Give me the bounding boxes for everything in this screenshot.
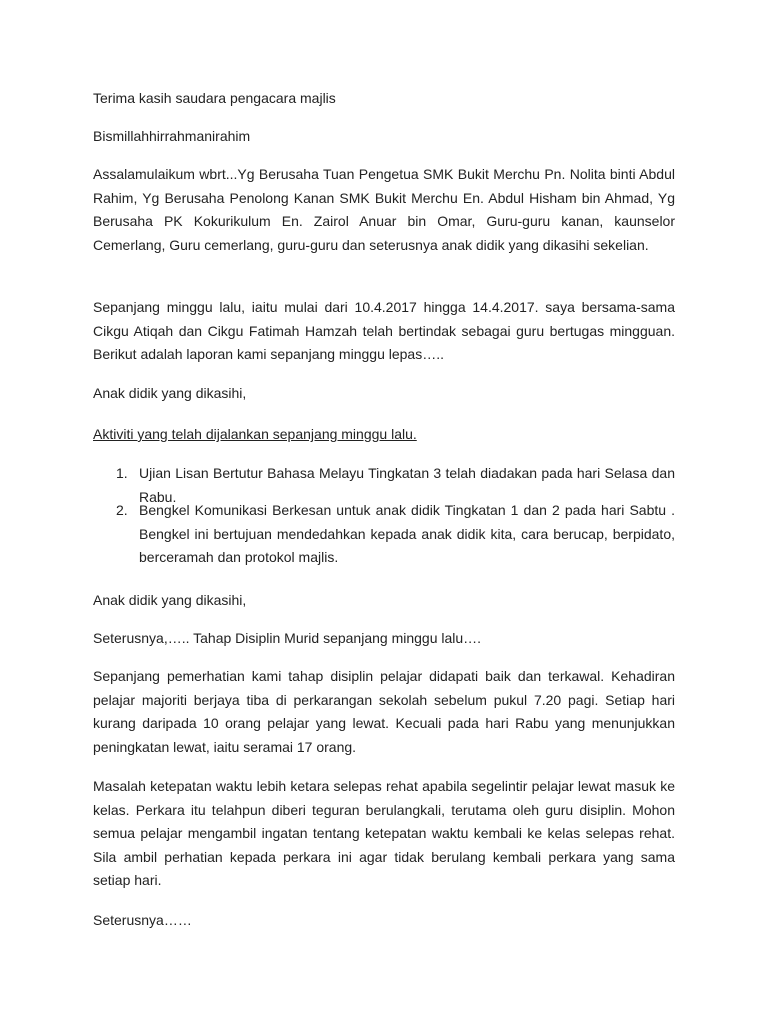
basmalah-line: Bismillahhirrahmanirahim bbox=[93, 128, 251, 144]
salutation-paragraph: Assalamulaikum wbrt...Yg Berusaha Tuan Pengetua SMK Bukit Merchu Pn. Nolita binti Abdul Rahim, Yg Berusaha Penolong Kanan SMK Bukit Merchu En. Abdul Hisham bin Ahmad, Yg Berusaha PK Kokurikulum En. Zairol Anuar bin Omar, Guru-guru kanan, kaunselor Cemerlang, Guru cemerlang, guru-guru dan seterusnya anak didik yang dikasihi sekelian. bbox=[93, 166, 675, 253]
next-topic-line: Seterusnya,….. Tahap Disiplin Murid sepanjang minggu lalu…. bbox=[93, 630, 482, 646]
address-line-2: Anak didik yang dikasihi, bbox=[93, 592, 247, 608]
list-item-text: Bengkel Komunikasi Berkesan untuk anak didik Tingkatan 1 dan 2 pada hari Sabtu . Bengkel ini bertujuan mendedahkan kepada anak didik kita, cara berucap, berpidato, berceramah dan protokol majlis. bbox=[139, 502, 675, 565]
list-item-text: Ujian Lisan Bertutur Bahasa Melayu Tingkatan 3 telah diadakan pada hari Selasa dan Rabu. bbox=[139, 465, 675, 505]
activities-heading: Aktiviti yang telah dijalankan sepanjang minggu lalu. bbox=[93, 426, 417, 442]
address-line-1: Anak didik yang dikasihi, bbox=[93, 385, 247, 401]
discipline-paragraph: Sepanjang pemerhatian kami tahap disiplin pelajar didapati baik dan terkawal. Kehadiran pelajar majoriti berjaya tiba di perkarangan sekolah sebelum pukul 7.20 pagi. Setiap hari kurang daripada 10 orang pelajar yang lewat. Kecuali pada hari Rabu yang menunjukkan peningkatan lewat, iaitu seramai 17 orang. bbox=[93, 668, 675, 755]
list-item bbox=[93, 499, 675, 570]
activities-list bbox=[93, 462, 675, 570]
list-item-number: 1. bbox=[116, 465, 128, 481]
greeting-line: Terima kasih saudara pengacara majlis bbox=[93, 90, 336, 106]
punctuality-paragraph: Masalah ketepatan waktu lebih ketara selepas rehat apabila segelintir pelajar lewat masuk ke kelas. Perkara itu telahpun diberi teguran berulangkali, terutama oleh guru disiplin. Mohon semua pelajar mengambil ingatan tentang ketepatan waktu kembali ke kelas selepas rehat. Sila ambil perhatian kepada perkara ini agar tidak berulang kembali perkara yang sama setiap hari. bbox=[93, 778, 675, 888]
closing-line: Seterusnya…… bbox=[93, 912, 192, 928]
list-item-number: 2. bbox=[116, 502, 128, 518]
intro-paragraph: Sepanjang minggu lalu, iaitu mulai dari 10.4.2017 hingga 14.4.2017. saya bersama-sama Cikgu Atiqah dan Cikgu Fatimah Hamzah telah bertindak sebagai guru bertugas mingguan. Berikut adalah laporan kami sepanjang minggu lepas….. bbox=[93, 299, 675, 362]
